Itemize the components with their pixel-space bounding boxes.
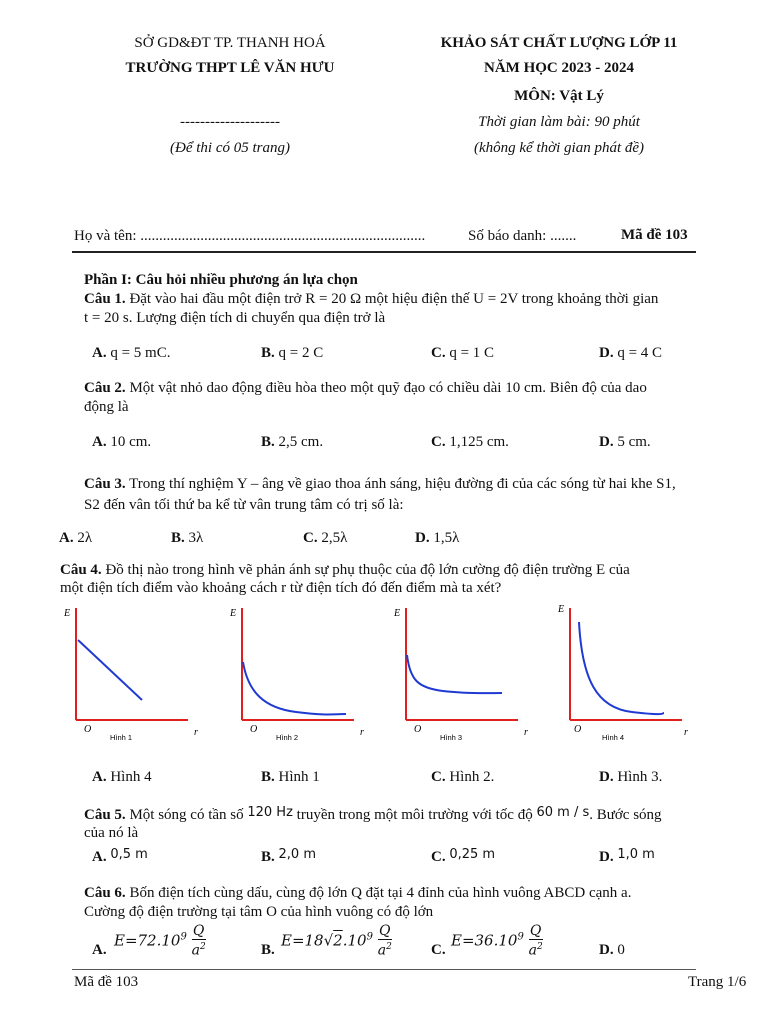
q1-option-b[interactable] <box>261 345 323 362</box>
x-axis-label: r <box>524 727 528 738</box>
formula-text: E=18 <box>281 931 324 950</box>
fraction-numerator: Q <box>529 923 542 939</box>
question-text: truyền trong một môi trường với tốc độ <box>292 807 537 823</box>
question-text: Một vật nhỏ dao động điều hòa theo một quỹ đạo có chiều dài 10 cm. Biên độ của dao <box>125 380 647 396</box>
option-label: D. <box>599 849 614 865</box>
graph-caption: Hình 3 <box>440 733 463 742</box>
option-text: Hình 1 <box>274 769 320 785</box>
option-label: A. <box>59 530 74 546</box>
denominator-exponent: 2 <box>199 942 206 952</box>
option-label: A. <box>92 942 107 958</box>
option-label: B. <box>261 769 275 785</box>
steep-decay-curve <box>579 622 664 714</box>
question-number: Câu 4. <box>60 562 102 578</box>
question-text: Một sóng có tần số <box>125 807 248 823</box>
option-label: B. <box>261 942 275 958</box>
linear-curve <box>78 640 142 700</box>
option-text: q = 4 C <box>613 345 663 361</box>
question-4-line2: một điện tích điểm vào khoảng cách r từ điện tích đó đến điểm mà ta xét? <box>60 580 502 596</box>
option-label: D. <box>599 769 614 785</box>
option-text: q = 5 mC. <box>106 345 171 361</box>
origin-label: O <box>574 724 582 735</box>
exam-title: KHẢO SÁT CHẤT LƯỢNG LỚP 11 <box>440 35 678 51</box>
question-text: Trong thí nghiệm Y – âng về giao thoa ánh sáng, hiệu đường đi của các sóng từ hai khe S1, <box>125 476 676 492</box>
x-axis-label: r <box>684 727 688 738</box>
q6-option-d[interactable] <box>599 942 625 959</box>
question-5 <box>84 807 662 824</box>
option-text: 2,5λ <box>317 530 348 546</box>
graph-caption: Hình 4 <box>602 733 625 742</box>
option-formula <box>281 924 392 959</box>
q4-option-b[interactable] <box>261 769 320 786</box>
graph-2-svg <box>224 600 374 745</box>
origin-label: O <box>84 724 92 735</box>
part1-title: Phần I: Câu hỏi nhiều phương án lựa chọn <box>84 272 358 288</box>
exponent: 9 <box>366 931 373 943</box>
q2-option-c[interactable] <box>431 434 509 451</box>
question-5-line2: của nó là <box>84 825 139 841</box>
q1-option-a[interactable] <box>92 345 170 362</box>
question-text: . Bước sóng <box>589 807 662 823</box>
graph-4 <box>552 600 702 745</box>
question-text: Bốn điện tích cùng dấu, cùng độ lớn Q đặt tại 4 đỉnh của hình vuông ABCD cạnh a. <box>125 885 632 901</box>
option-label: A. <box>92 849 107 865</box>
footer-page-number: Trang 1/6 <box>688 974 747 990</box>
fraction <box>192 924 206 959</box>
option-label: A. <box>92 769 107 785</box>
origin-label: O <box>414 724 422 735</box>
option-label: C. <box>431 942 446 958</box>
formula-text: .10 <box>342 931 367 950</box>
q3-option-c[interactable] <box>303 530 347 547</box>
option-label: C. <box>431 849 446 865</box>
question-number: Câu 1. <box>84 291 126 307</box>
question-6 <box>84 885 631 902</box>
q5-option-b[interactable] <box>261 846 316 863</box>
fraction-numerator: Q <box>192 923 205 939</box>
q3-option-a[interactable] <box>59 530 92 547</box>
question-4 <box>60 562 630 579</box>
option-text: 1,5λ <box>429 530 460 546</box>
exponent: 9 <box>517 931 524 943</box>
q4-option-d[interactable] <box>599 769 662 786</box>
option-text: q = 1 C <box>445 345 495 361</box>
option-label: D. <box>599 345 614 361</box>
q3-option-b[interactable] <box>171 530 203 547</box>
option-label: B. <box>261 849 275 865</box>
q3-option-d[interactable] <box>415 530 459 547</box>
sqrt-value: 2 <box>333 931 343 950</box>
question-2-line2: động là <box>84 399 129 415</box>
fraction-denominator <box>378 940 392 959</box>
option-text: q = 2 C <box>274 345 324 361</box>
option-text: 1,125 cm. <box>445 434 509 450</box>
question-3-line2: S2 đến vân tối thứ ba kể từ vân trung tâm có trị số là: <box>84 497 404 513</box>
graph-1 <box>58 600 208 745</box>
question-3 <box>84 476 676 493</box>
question-1 <box>84 291 658 308</box>
q5-option-d[interactable] <box>599 846 655 863</box>
question-number: Câu 3. <box>84 476 126 492</box>
denominator-base: a <box>377 942 387 959</box>
graph-caption: Hình 2 <box>276 733 299 742</box>
graph-4-svg <box>552 600 702 745</box>
denominator-base: a <box>528 942 537 959</box>
school-year: NĂM HỌC 2023 - 2024 <box>484 60 634 76</box>
q4-option-c[interactable] <box>431 769 494 786</box>
graph-1-svg <box>58 600 208 745</box>
sqrt-icon: √ <box>323 931 334 950</box>
q4-option-a[interactable] <box>92 769 152 786</box>
question-2 <box>84 380 647 397</box>
option-formula <box>451 924 543 959</box>
option-label: C. <box>431 434 446 450</box>
option-label: B. <box>171 530 185 546</box>
denominator-exponent: 2 <box>386 942 392 952</box>
footer-divider <box>72 969 696 970</box>
question-text: Đồ thị nào trong hình vẽ phản ánh sự phụ thuộc của độ lớn cường độ điện trường E của <box>101 562 630 578</box>
graph-2 <box>224 600 374 745</box>
graph-3 <box>388 600 538 745</box>
option-label: D. <box>415 530 430 546</box>
time-allowed: Thời gian làm bài: 90 phút <box>478 114 640 130</box>
option-label: C. <box>431 769 446 785</box>
option-text: Hình 2. <box>445 769 495 785</box>
header-divider <box>72 251 696 253</box>
q2-option-d[interactable] <box>599 434 651 451</box>
option-text: 0,5 m <box>110 847 148 862</box>
fraction-numerator: Q <box>379 923 391 939</box>
footer-exam-code: Mã đề 103 <box>74 974 139 990</box>
option-formula <box>114 924 206 959</box>
subject: MÔN: Vật Lý <box>514 88 604 104</box>
question-text: Đặt vào hai đầu một điện trở R = 20 Ω một hiệu điện thế U = 2V trong khoảng thời gian <box>125 291 659 307</box>
graph-3-svg <box>388 600 538 745</box>
fraction <box>378 924 392 959</box>
plateau-curve <box>407 655 502 693</box>
option-text: 1,0 m <box>617 847 655 862</box>
q2-option-a[interactable] <box>92 434 151 451</box>
option-label: D. <box>599 942 614 958</box>
option-label: A. <box>92 345 107 361</box>
student-name-field: Họ và tên: ............................................................................ <box>74 228 426 244</box>
origin-label: O <box>250 724 258 735</box>
option-text: Hình 3. <box>613 769 663 785</box>
y-axis-label: E <box>230 608 237 619</box>
q1-option-d[interactable] <box>599 345 662 362</box>
time-note: (không kể thời gian phát đề) <box>473 140 645 156</box>
fraction-denominator <box>192 940 206 959</box>
decay-curve <box>243 662 346 715</box>
option-text: 2,5 cm. <box>274 434 324 450</box>
option-text: Hình 4 <box>106 769 152 785</box>
school-name: TRƯỜNG THPT LÊ VĂN HƯU <box>125 60 335 76</box>
header-dashes: -------------------- <box>180 114 280 130</box>
formula-text: E=36.10 <box>451 931 518 950</box>
option-label: C. <box>303 530 318 546</box>
question-number: Câu 5. <box>84 807 126 823</box>
formula-text: E=72.10 <box>114 931 181 950</box>
frequency-value: 120 Hz <box>247 805 293 820</box>
fraction-denominator <box>529 940 543 959</box>
q5-option-c[interactable] <box>431 846 495 863</box>
page-count-note: (Để thi có 05 trang) <box>170 140 290 156</box>
q1-option-c[interactable] <box>431 345 494 362</box>
option-label: A. <box>92 434 107 450</box>
q5-option-a[interactable] <box>92 846 148 863</box>
option-text: 10 cm. <box>106 434 152 450</box>
exponent: 9 <box>180 931 187 943</box>
graph-caption: Hình 1 <box>110 733 133 742</box>
question-1-line2: t = 20 s. Lượng điện tích di chuyển qua điện trở là <box>84 310 386 326</box>
option-text: 2λ <box>73 530 93 546</box>
option-text: 0,25 m <box>449 847 496 862</box>
q2-option-b[interactable] <box>261 434 323 451</box>
speed-value: 60 m / s <box>536 805 590 820</box>
option-text: 0 <box>613 942 625 958</box>
exam-code: Mã đề 103 <box>621 227 688 243</box>
y-axis-label: E <box>394 608 401 619</box>
option-label: B. <box>261 345 275 361</box>
denominator-exponent: 2 <box>536 942 543 952</box>
fraction <box>529 924 543 959</box>
option-text: 5 cm. <box>613 434 651 450</box>
option-label: D. <box>599 434 614 450</box>
question-6-line2: Cường độ điện trường tại tâm O của hình vuông có độ lớn <box>84 904 434 920</box>
option-label: B. <box>261 434 275 450</box>
y-axis-label: E <box>558 604 565 615</box>
candidate-number-field: Số báo danh: ....... <box>468 228 577 244</box>
option-text: 3λ <box>184 530 204 546</box>
option-text: 2,0 m <box>278 847 316 862</box>
x-axis-label: r <box>360 727 364 738</box>
denominator-base: a <box>191 942 200 959</box>
y-axis-label: E <box>64 608 71 619</box>
question-number: Câu 2. <box>84 380 126 396</box>
department-name: SỞ GD&ĐT TP. THANH HOÁ <box>134 35 326 51</box>
question-number: Câu 6. <box>84 885 126 901</box>
x-axis-label: r <box>194 727 198 738</box>
option-label: C. <box>431 345 446 361</box>
